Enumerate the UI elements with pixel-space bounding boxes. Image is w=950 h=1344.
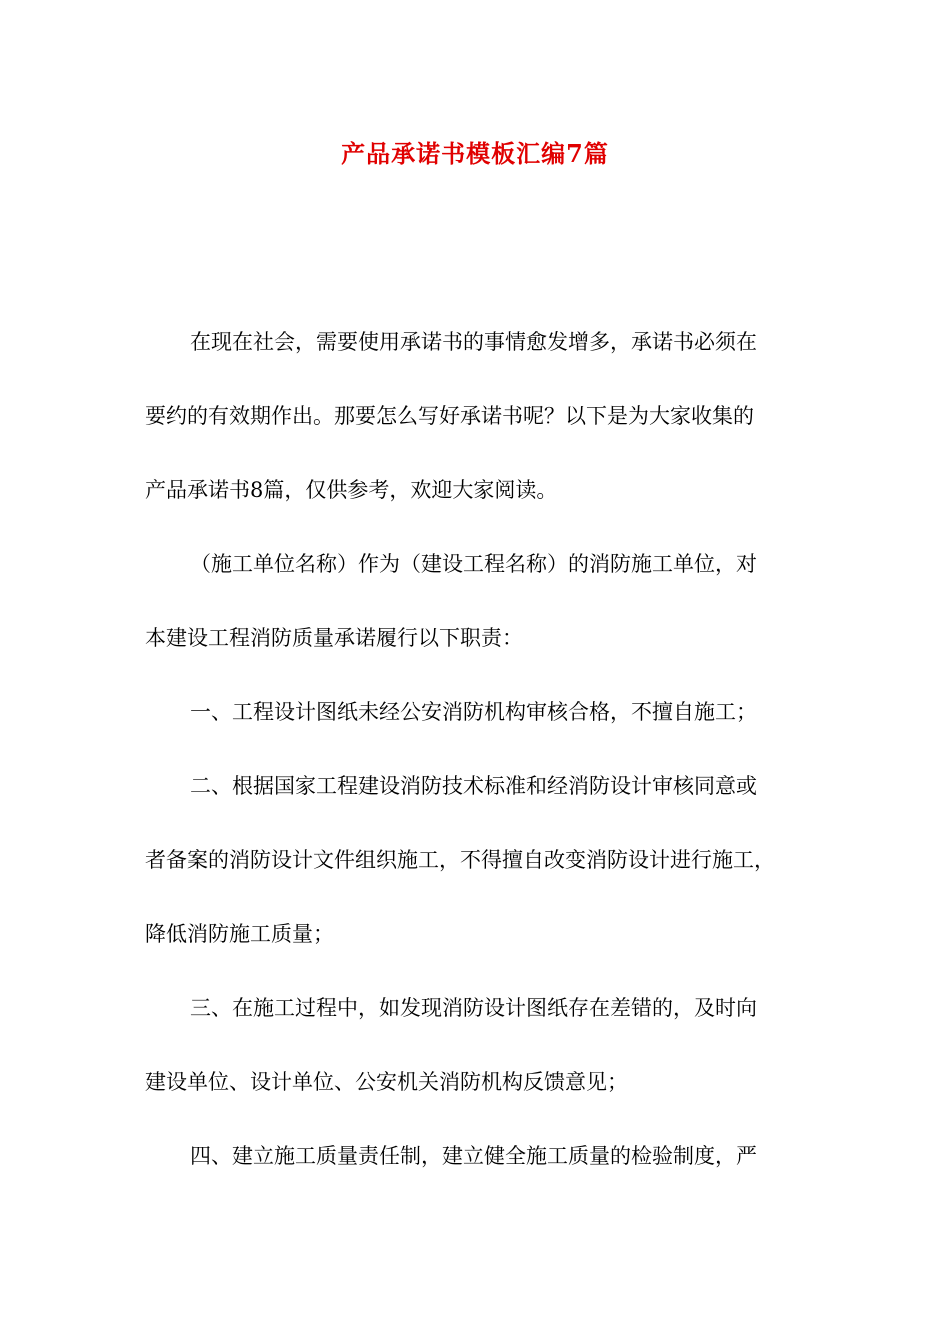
text-line: 二、根据国家工程建设消防技术标准和经消防设计审核同意或 bbox=[190, 774, 757, 798]
text-line: 本建设工程消防质量承诺履行以下职责： bbox=[145, 626, 523, 650]
text-line: 一、工程设计图纸未经公安消防机构审核合格，不擅自施工； bbox=[190, 700, 757, 724]
text-line: 降低消防施工质量； bbox=[145, 922, 334, 946]
text-line: 在现在社会，需要使用承诺书的事情愈发增多，承诺书必须在 bbox=[190, 330, 757, 354]
text-line: 四、建立施工质量责任制，建立健全施工质量的检验制度，严 bbox=[190, 1144, 757, 1168]
text-line: 产品承诺书8篇，仅供参考，欢迎大家阅读。 bbox=[145, 478, 558, 502]
text-line: 建设单位、设计单位、公安机关消防机构反馈意见； bbox=[145, 1070, 628, 1094]
text-line: 要约的有效期作出。那要怎么写好承诺书呢？以下是为大家收集的 bbox=[145, 404, 754, 428]
text-line: （施工单位名称）作为（建设工程名称）的消防施工单位，对 bbox=[190, 552, 757, 576]
document-body bbox=[145, 322, 825, 1210]
document-title: 产品承诺书模板汇编7篇 bbox=[341, 139, 609, 168]
text-line: 三、在施工过程中，如发现消防设计图纸存在差错的，及时向 bbox=[190, 996, 757, 1020]
text-line: 者备案的消防设计文件组织施工，不得擅自改变消防设计进行施工， bbox=[145, 848, 775, 872]
